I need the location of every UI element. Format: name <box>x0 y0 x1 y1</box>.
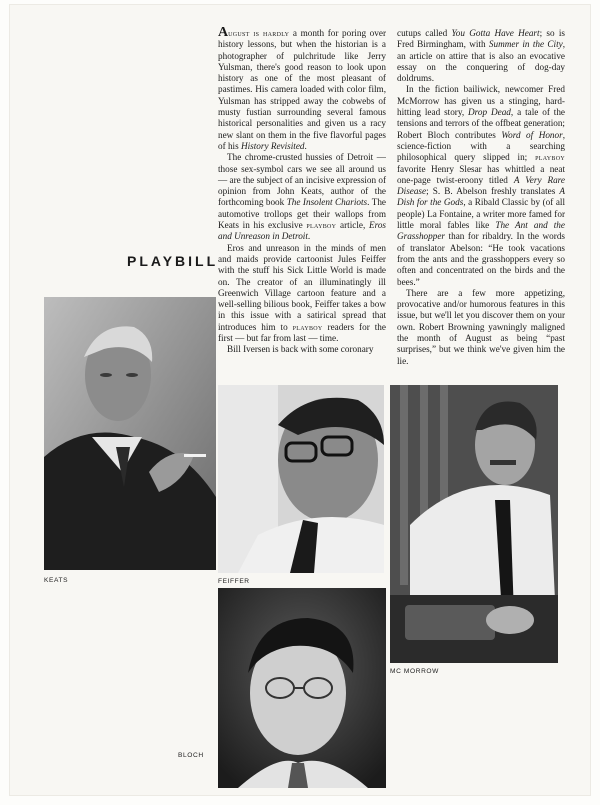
page-heading: PLAYBILL <box>127 253 219 269</box>
text-column-1 <box>218 25 387 356</box>
paragraph: The chrome-crusted hussies of Detroit — those sex-symbol cars we see all around us — are the subject of an incisive expression of opinion from John Keats, author of the forthcoming book The Insolent Chariots. The automotive trollops get their wallops from Keats in his exclusive playboy article, Eros and Unreason in Detroit. <box>218 152 387 242</box>
paragraph: August is hardly a month for poring over history lessons, but when the historian is a photographer of pulchritude like Jerry Yulsman, there's good reason to look upon history as one of the most pleasant of pastimes. His camera loaded with color film, Yulsman has stripped away the cobwebs of musty fustian surrounding several famous historical personalities and given us a racy new slant on them in the five flavorful pages of his History Revisited. <box>218 25 386 151</box>
caption-bloch: BLOCH <box>178 752 204 759</box>
photo-mcmorrow <box>390 385 558 663</box>
drop-cap: A <box>218 25 229 40</box>
magazine-page <box>10 5 590 795</box>
paragraph: Eros and unreason in the minds of men and maids provide cartoonist Jules Feiffer with the stuff his Sick Little World is made on. The creator of an illuminatingly ill Greenwich Village cartoon feature and a well-selling bilious book, Feiffer takes a bow in this issue with a satirical spread that introduces him to playboy readers for the first — but far from last — time. <box>218 242 386 344</box>
paragraph: cutups called You Gotta Have Heart; so is Fred Birmingham, with Summer in the City, an article on attire that is also an evocative essay on the conquering of dog-day doldrums. <box>397 28 566 84</box>
caption-mcmorrow: MC MORROW <box>390 668 439 675</box>
paragraph: In the fiction bailiwick, newcomer Fred McMorrow has given us a stinging, hard-hitting lead story, Drop Dead, a tale of the tensions and terrors of the offbeat generation; Robert Bloch contributes Word of Honor, science-fiction with a searching philosophical query slipped in; playboy favorite Henry Slesar has whittled a neat one-page twist-eroony titled A Very Rare Disease; S. B. Abelson freshly translates A Dish for the Gods, a Ribald Classic by (of all people) La Fontaine, a writer more famed for little moral fables like The Ant and the Grasshopper than for ribaldry. In the words of translator Abelson: “He took vacations from the ants and the grasshoppers every so often and concentrated on the birds and the bees.” <box>397 84 566 287</box>
photo-keats <box>44 297 216 570</box>
caption-feiffer: FEIFFER <box>218 578 250 585</box>
paragraph: There are a few more appetizing, provocative and/or humorous features in this issue, but we'll let you discover them on your own. Robert Browning yawningly maligned the month of August as being “past surprises,” but we think we've given him the lie. <box>397 287 565 366</box>
paragraph: Bill Iversen is back with some coronary <box>227 344 374 355</box>
caption-keats: KEATS <box>44 577 69 584</box>
text-column-2 <box>397 28 565 367</box>
photo-bloch <box>218 588 386 788</box>
photo-feiffer <box>218 385 384 573</box>
